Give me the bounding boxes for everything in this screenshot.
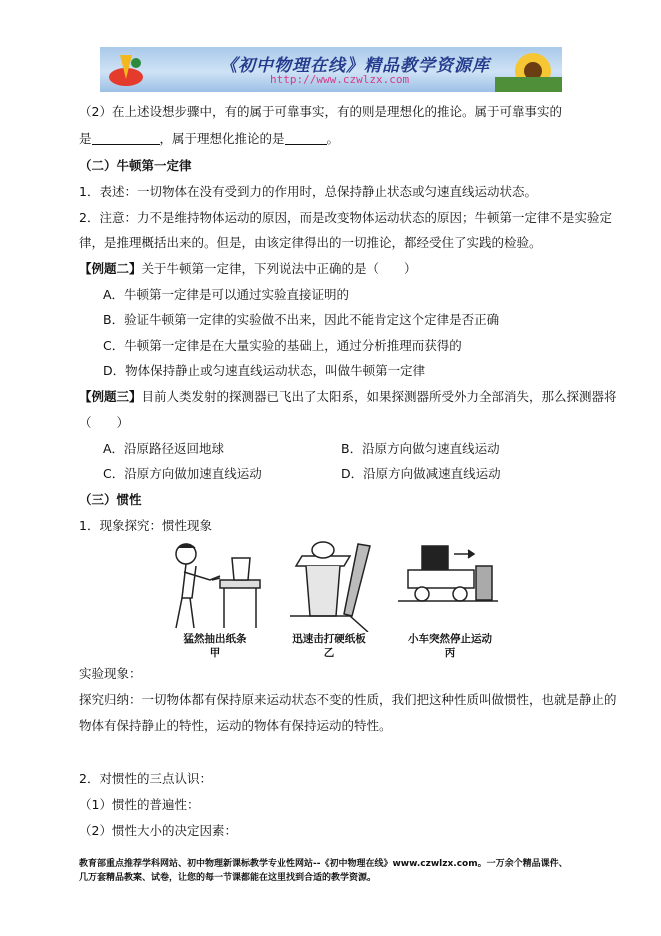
- footer-line-1: 教育部重点推荐学科网站、初中物理新课标教学专业性网站--《初中物理在线》www.czwlzx.com。一万余个精品课件、: [79, 859, 568, 869]
- point-determining-factor: （2）惯性大小的决定因素：: [79, 823, 237, 838]
- q2-text-mid: ，属于理想化推论的是: [159, 131, 285, 146]
- example-3-option-d: D．沿原方向做减速直线运动: [341, 466, 501, 481]
- answer-blank-facts[interactable]: [92, 131, 160, 145]
- example-2-text: 关于牛顿第一定律，下列说法中正确的是（ ）: [141, 261, 417, 276]
- site-logo-icon: [106, 51, 146, 89]
- header-banner: [100, 47, 562, 92]
- conclusion-line-1: 探究归纳：一切物体都有保持原来运动状态不变的性质，我们把这种性质叫做惯性，也就是静止的: [79, 692, 617, 707]
- example-2-option-a: A．牛顿第一定律是可以通过实验直接证明的: [103, 287, 350, 302]
- conclusion-line-2: 物体有保持静止的特性，运动的物体有保持运动的特性。: [79, 718, 392, 733]
- experiment-observation-label: 实验现象：: [79, 666, 142, 681]
- figure-jia-caption: 猛然抽出纸条: [183, 633, 247, 645]
- figure-bing-tag: 丙: [444, 647, 456, 659]
- example-3-option-c: C．沿原方向做加速直线运动: [103, 466, 262, 481]
- q2-text-pre: 是: [79, 131, 92, 146]
- example-3-label: 【例题三】: [79, 389, 142, 404]
- example-3-answer-paren: （ ）: [79, 415, 130, 430]
- section-heading-newton-first-law: （二）牛顿第一定律: [79, 158, 192, 173]
- figure-jia-pull-paper-strip: [160, 536, 270, 632]
- example-3-option-a: A．沿原路径返回地球: [103, 441, 225, 456]
- paragraph-note-line-1: 2．注意：力不是维持物体运动的原因，而是改变物体运动状态的原因；牛顿第一定律不是实验定: [79, 210, 612, 225]
- section-heading-inertia: （三）惯性: [79, 492, 142, 507]
- example-2-option-c: C．牛顿第一定律是在大量实验的基础上，通过分析推理而获得的: [103, 338, 462, 353]
- figure-yi-tag: 乙: [323, 647, 335, 659]
- question-2-line-2: [79, 129, 339, 147]
- figure-jia-tag: 甲: [209, 647, 221, 659]
- paragraph-phenomenon: 1．现象探究：惯性现象: [79, 518, 212, 533]
- example-3-text: 目前人类发射的探测器已飞出了太阳系，如果探测器所受外力全部消失，那么探测器将: [141, 389, 617, 404]
- paragraph-statement: 1．表述：一切物体在没有受到力的作用时，总保持静止状态或匀速直线运动状态。: [79, 184, 537, 199]
- answer-blank-inference[interactable]: [285, 131, 327, 145]
- banner-title: 《初中物理在线》精品教学资源库: [220, 56, 490, 76]
- example-3-option-b: B．沿原方向做匀速直线运动: [341, 441, 500, 456]
- banner-url[interactable]: http://www.czwlzx.com: [270, 73, 410, 86]
- example-2-question: [79, 259, 417, 277]
- example-3-question: [79, 387, 617, 405]
- footer-line-2: 几万套精品教案、试卷，让您的每一节课都能在这里找到合适的教学资源。: [79, 873, 377, 883]
- figure-yi-caption: 迅速击打硬纸板: [292, 633, 366, 645]
- paragraph-note-line-2: 律，是推理概括出来的。但是，由该定律得出的一切推论，都经受住了实践的检验。: [79, 235, 542, 250]
- point-universality: （1）惯性的普遍性：: [79, 797, 200, 812]
- q2-text-post: 。: [326, 131, 340, 146]
- example-2-option-b: B．验证牛顿第一定律的实验做不出来，因此不能肯定这个定律是否正确: [103, 312, 500, 327]
- sunflower-icon: [495, 47, 562, 92]
- paragraph-three-points: 2．对惯性的三点认识：: [79, 771, 212, 786]
- figure-yi-strike-cardboard: [280, 536, 378, 632]
- question-2-line-1: （2）在上述设想步骤中，有的属于可靠事实，有的则是理想化的推论。属于可靠事实的: [79, 104, 562, 119]
- example-2-option-d: D．物体保持静止或匀速直线运动状态，叫做牛顿第一定律: [103, 363, 426, 378]
- example-2-label: 【例题二】: [79, 261, 142, 276]
- figure-bing-caption: 小车突然停止运动: [408, 633, 492, 645]
- figure-bing-cart-stops: [398, 536, 502, 632]
